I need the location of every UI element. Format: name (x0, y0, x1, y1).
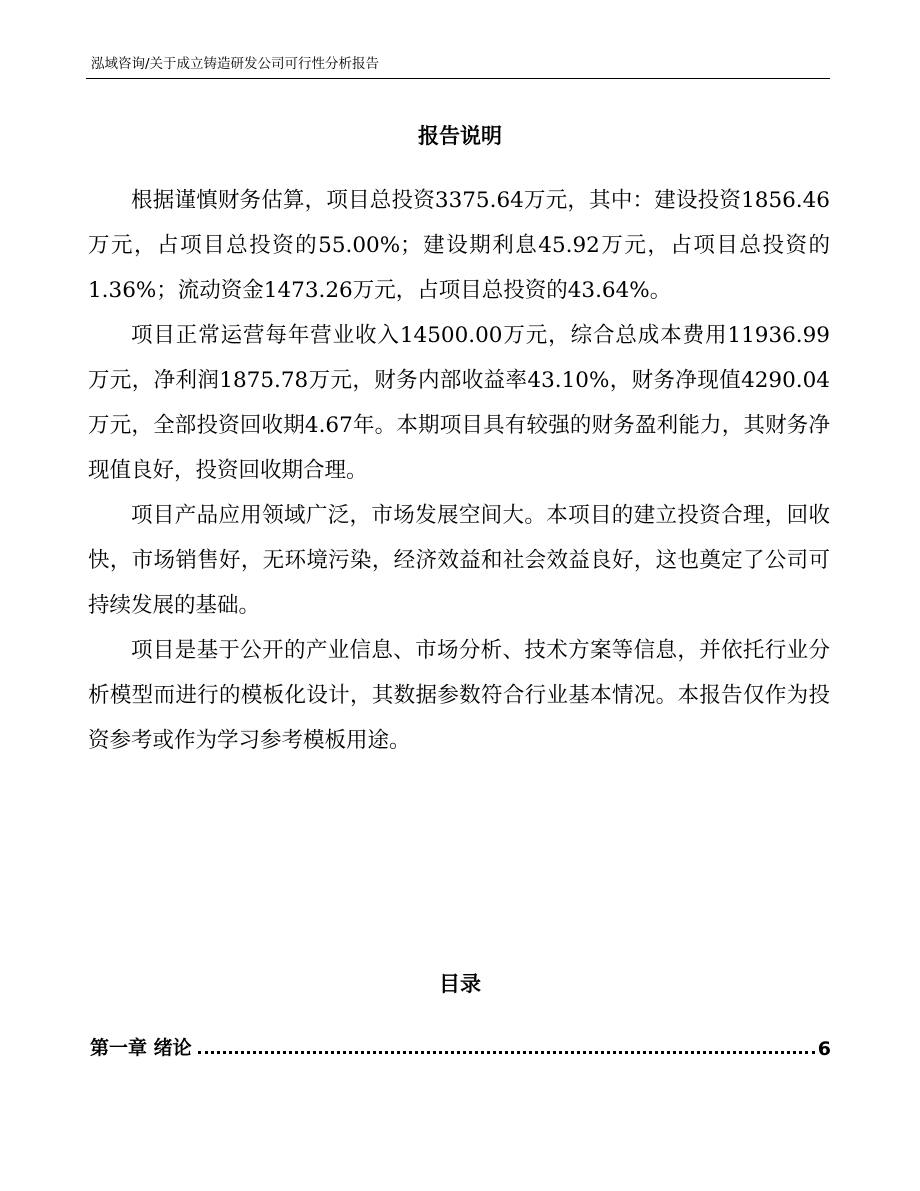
running-header: 泓域咨询/关于成立铸造研发公司可行性分析报告 (91, 56, 380, 72)
report-body (88, 178, 830, 763)
paragraph-market: 项目产品应用领域广泛，市场发展空间大。本项目的建立投资合理，回收快，市场销售好，无环境污染，经济效益和社会效益良好，这也奠定了公司可持续发展的基础。 (88, 503, 830, 618)
header-divider (86, 78, 830, 79)
toc-leader-dots (198, 1051, 815, 1054)
section-title: 报告说明 (418, 124, 502, 148)
toc-entry-chapter-1[interactable] (90, 1030, 831, 1060)
toc-entry-page: 6 (817, 1038, 831, 1060)
paragraph-disclaimer: 项目是基于公开的产业信息、市场分析、技术方案等信息，并依托行业分析模型而进行的模板化设计，其数据参数符合行业基本情况。本报告仅作为投资参考或作为学习参考模板用途。 (88, 638, 830, 753)
paragraph-revenue: 项目正常运营每年营业收入14500.00万元，综合总成本费用11936.99万元，净利润1875.78万元，财务内部收益率43.10%，财务净现值4290.04万元，全部投资回收期4.67年。本期项目具有较强的财务盈利能力，其财务净现值良好，投资回收期合理。 (88, 323, 830, 483)
toc-title: 目录 (439, 972, 481, 996)
paragraph-investment: 根据谨慎财务估算，项目总投资3375.64万元，其中：建设投资1856.46万元，占项目总投资的55.00%；建设期利息45.92万元，占项目总投资的1.36%；流动资金1473.26万元，占项目总投资的43.64%。 (88, 188, 830, 303)
toc-entry-label: 第一章 绪论 (90, 1037, 192, 1059)
